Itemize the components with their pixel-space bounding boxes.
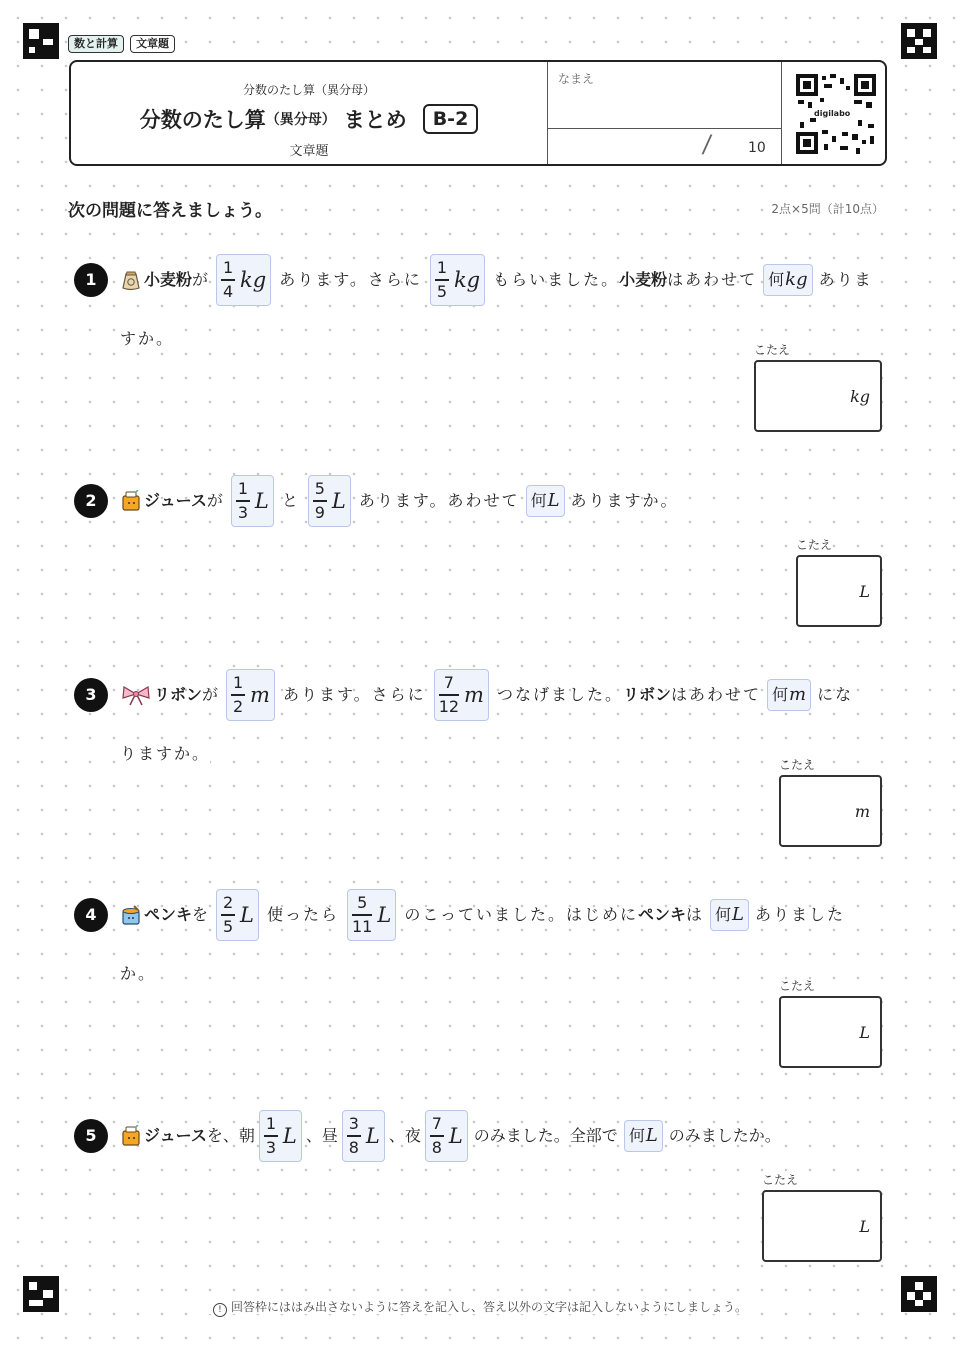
answer-unit: L: [859, 581, 870, 601]
denominator: 3: [237, 502, 248, 522]
answer-label: こたえ: [796, 538, 833, 552]
item-name-2: 小麦粉: [619, 270, 668, 289]
ask-box: [526, 485, 565, 517]
unit: L: [240, 903, 254, 927]
info-icon: !: [213, 1303, 227, 1317]
fraction-b: [430, 254, 485, 306]
text-end: にな: [817, 685, 854, 704]
unit: L: [282, 1124, 297, 1148]
ask-prefix: のみました。全部で: [473, 1126, 618, 1145]
answer-3: [779, 756, 882, 847]
name-field[interactable]: [547, 62, 782, 129]
qr-label: digilabo: [814, 109, 851, 118]
score-total: 10: [748, 140, 766, 156]
instruction: 次の問題に答えましょう。: [68, 196, 272, 221]
question-number: 2: [74, 484, 108, 518]
denominator: 12: [438, 696, 460, 716]
question-4: [74, 889, 884, 984]
text-end: ありますか。: [570, 491, 679, 510]
numerator: 1: [237, 479, 248, 499]
ask-word: 何: [530, 491, 547, 510]
title-main: 分数のたし算: [139, 108, 266, 132]
ask-prefix: あります。あわせて: [358, 491, 520, 510]
text-mid: 使ったら: [266, 905, 339, 924]
unit: m: [250, 683, 270, 707]
text-continued: か。: [120, 961, 156, 984]
answer-box[interactable]: [762, 1190, 882, 1262]
text-after: のこっていました。はじめに: [404, 905, 638, 924]
points-info: 2点×5問（計10点）: [771, 202, 884, 216]
answer-label: こたえ: [754, 343, 791, 357]
answer-unit: kg: [850, 386, 870, 406]
particle: が: [202, 685, 219, 704]
question-5: [74, 1110, 884, 1162]
item-name: ペンキ: [144, 905, 193, 924]
numerator: 2: [222, 893, 234, 913]
ask-box: [710, 899, 749, 931]
answer-box[interactable]: [779, 996, 882, 1068]
ask-unit: L: [645, 1125, 658, 1146]
numerator: 3: [348, 1114, 359, 1134]
text-mid-2: 、夜: [388, 1126, 421, 1145]
denominator: 3: [265, 1137, 276, 1157]
answer-label: こたえ: [779, 979, 816, 993]
particle: を、朝: [206, 1126, 255, 1145]
category-tags: [68, 35, 175, 53]
fraction-b: [347, 889, 396, 941]
fraction-b: [434, 669, 489, 721]
particle: が: [192, 270, 209, 289]
text-continued: りますか。: [120, 741, 210, 764]
unit: L: [331, 489, 346, 513]
answer-unit: m: [854, 801, 870, 821]
text-continued: すか。: [120, 326, 174, 349]
answer-unit: L: [859, 1216, 870, 1236]
fraction-a: [216, 254, 271, 306]
numerator: 1: [436, 258, 448, 278]
numerator: 7: [443, 673, 454, 693]
answer-box[interactable]: [754, 360, 882, 432]
item-name: 小麦粉: [144, 270, 193, 289]
question-3: [74, 669, 884, 764]
denominator: 8: [431, 1137, 442, 1157]
title-suffix: まとめ: [343, 108, 407, 132]
question-number: 1: [74, 263, 108, 297]
answer-2: [796, 536, 882, 627]
question-number: 5: [74, 1119, 108, 1153]
score-slash: /: [701, 130, 714, 158]
question-number: 4: [74, 898, 108, 932]
numerator: 5: [314, 479, 325, 499]
ask-unit: L: [732, 904, 744, 925]
denominator: 2: [232, 696, 244, 716]
unit: m: [464, 683, 484, 707]
fraction-a: [226, 669, 275, 721]
ask-unit: L: [547, 490, 560, 511]
denominator: 8: [348, 1137, 359, 1157]
qr-code-area: [781, 62, 886, 164]
denominator: 11: [352, 916, 373, 936]
unit: kg: [240, 268, 267, 292]
answer-4: [779, 977, 882, 1068]
text-after: もらいました。: [493, 270, 620, 289]
answer-1: [754, 341, 882, 432]
ask-unit: m: [789, 684, 807, 705]
question-1: [74, 254, 884, 349]
corner-marker-top-right: [901, 23, 937, 59]
title-block: [71, 62, 547, 164]
numerator: 5: [357, 893, 368, 913]
title-paren: （異分母）: [265, 112, 336, 128]
ask-word: 何: [628, 1126, 645, 1145]
text-mid: あります。さらに: [282, 685, 426, 704]
text-end: のみましたか。: [668, 1126, 781, 1145]
answer-unit: L: [859, 1022, 870, 1042]
numerator: 1: [232, 673, 244, 693]
text-mid: 、昼: [305, 1126, 338, 1145]
item-name: ジュース: [144, 491, 207, 510]
answer-box[interactable]: [779, 775, 882, 847]
ask-box: [624, 1120, 663, 1152]
numerator: 7: [431, 1114, 442, 1134]
footer-text: 回答枠にははみ出さないように答えを記入し、答え以外の文字は記入しないようにしましょう。: [230, 1300, 747, 1314]
fraction-a: [259, 1110, 302, 1162]
ask-prefix: は: [686, 905, 705, 924]
item-name: ジュース: [144, 1126, 207, 1145]
fraction-a: [216, 889, 259, 941]
unit: kg: [453, 268, 481, 292]
subtitle: 分数のたし算（異分母）: [242, 83, 375, 97]
worksheet-header: [69, 60, 887, 166]
numerator: 1: [222, 258, 234, 278]
text-mid: と: [281, 491, 300, 510]
text-mid: あります。さらに: [279, 270, 422, 289]
fraction-b: [342, 1110, 385, 1162]
numerator: 1: [265, 1114, 276, 1134]
paint-can-icon: [120, 904, 142, 926]
unit: L: [448, 1124, 463, 1148]
item-name: リボン: [154, 685, 203, 704]
ask-prefix: はあわせて: [671, 685, 762, 704]
answer-5: [762, 1171, 882, 1262]
unit: L: [365, 1124, 380, 1148]
ask-box: [767, 679, 811, 711]
denominator: 5: [436, 281, 448, 301]
flour-sack-icon: [120, 269, 142, 291]
worksheet-code: B-2: [423, 104, 479, 134]
ask-box: [763, 264, 812, 296]
answer-label: こたえ: [762, 1173, 799, 1187]
answer-label: こたえ: [779, 758, 816, 772]
tag-category: 数と計算: [68, 35, 124, 53]
worksheet-note: 文章題: [289, 144, 329, 159]
score-field[interactable]: [547, 128, 782, 164]
unit: L: [377, 903, 392, 927]
page-title: [71, 104, 547, 134]
ask-prefix: はあわせて: [667, 270, 758, 289]
ask-word: 何: [715, 905, 732, 924]
particle: を: [192, 905, 209, 924]
footer-note: [0, 1298, 960, 1317]
name-label: なまえ: [558, 72, 595, 86]
item-name-2: リボン: [622, 685, 671, 704]
text-end: ありま: [818, 270, 873, 289]
denominator: 9: [314, 502, 325, 522]
fraction-b: [308, 475, 351, 527]
particle: が: [206, 491, 223, 510]
denominator: 5: [222, 916, 234, 936]
juice-icon: [120, 1125, 142, 1147]
tag-type: 文章題: [130, 35, 175, 53]
ask-word: 何: [772, 685, 789, 704]
juice-icon: [120, 490, 142, 512]
text-end: ありました: [755, 905, 846, 924]
ribbon-icon: [120, 684, 152, 706]
question-number: 3: [74, 678, 108, 712]
corner-marker-top-left: [23, 23, 59, 59]
denominator: 4: [222, 281, 234, 301]
ask-word: 何: [768, 270, 785, 289]
item-name-2: ペンキ: [638, 905, 687, 924]
fraction-a: [231, 475, 274, 527]
answer-box[interactable]: [796, 555, 882, 627]
unit: L: [254, 489, 269, 513]
question-2: [74, 475, 884, 527]
fraction-c: [425, 1110, 468, 1162]
ask-unit: kg: [785, 269, 808, 290]
text-after: つなげました。: [496, 685, 623, 704]
